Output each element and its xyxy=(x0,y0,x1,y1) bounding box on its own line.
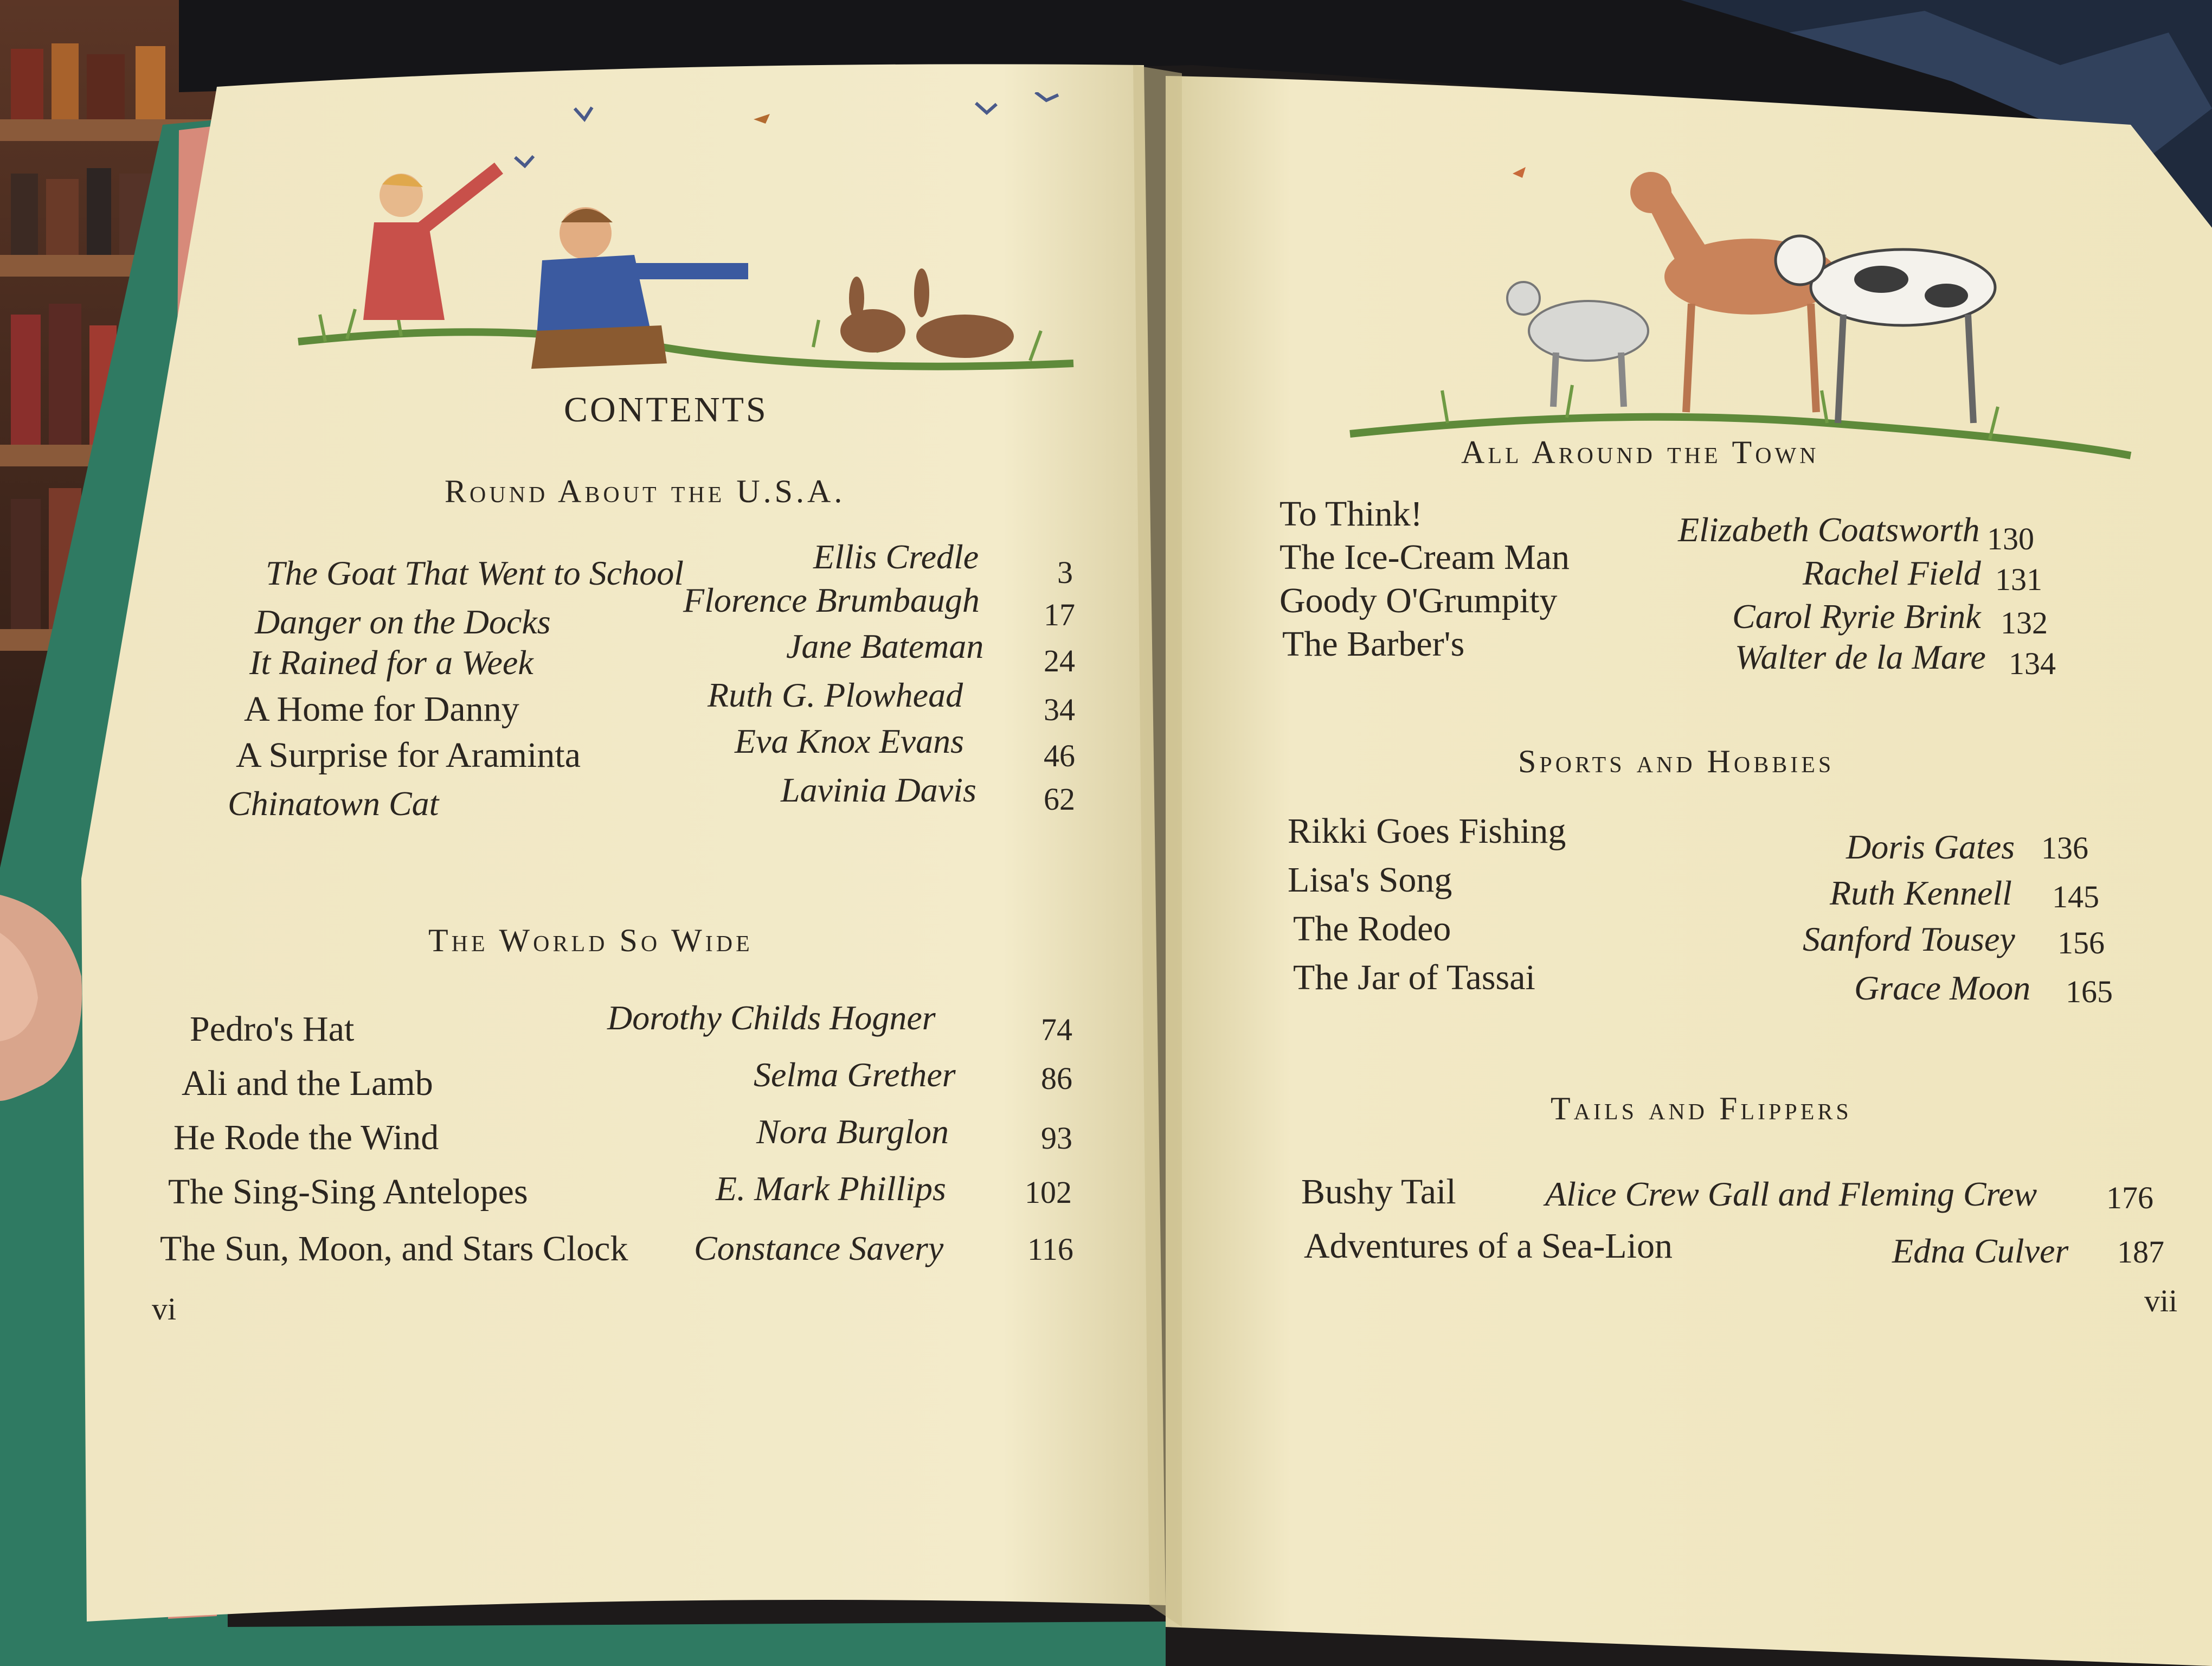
toc-page-number: 34 xyxy=(1044,692,1075,727)
goat-kid xyxy=(1529,301,1648,361)
toc-page-number: 134 xyxy=(2009,646,2056,681)
section-heading: All Around the Town xyxy=(1461,434,1819,470)
toc-author: Walter de la Mare xyxy=(1735,638,1986,676)
toc-page-number: 102 xyxy=(1025,1175,1072,1210)
toc-author: Lavinia Davis xyxy=(781,771,976,809)
toc-title: The Ice-Cream Man xyxy=(1279,537,1570,577)
toc-title: The Sun, Moon, and Stars Clock xyxy=(160,1229,628,1268)
toc-page-number: 156 xyxy=(2057,925,2105,960)
toc-author: Alice Crew Gall and Fleming Crew xyxy=(1545,1175,2037,1213)
toc-author: Nora Burglon xyxy=(756,1112,949,1151)
toc-author: Ellis Credle xyxy=(813,537,979,576)
bird-icon xyxy=(754,114,770,124)
toc-title: Lisa's Song xyxy=(1288,860,1452,900)
toc-author: E. Mark Phillips xyxy=(716,1169,946,1208)
toc-title: Goody O'Grumpity xyxy=(1279,581,1558,620)
toc-page-number: 130 xyxy=(1987,521,2034,556)
toc-author: Selma Grether xyxy=(754,1055,956,1094)
toc-title: Pedro's Hat xyxy=(190,1009,355,1049)
page-folio: vii xyxy=(2144,1283,2178,1318)
section-heading: Tails and Flippers xyxy=(1551,1091,1852,1126)
toc-page-number: 176 xyxy=(2106,1180,2153,1215)
toc-title: A Home for Danny xyxy=(244,689,519,729)
toc-page-number: 145 xyxy=(2052,879,2099,914)
toc-author: Florence Brumbaugh xyxy=(683,581,980,619)
children-rabbits-illustration xyxy=(282,92,1084,385)
toc-page-number: 187 xyxy=(2117,1234,2164,1270)
toc-title: Rikki Goes Fishing xyxy=(1288,811,1566,851)
rabbit xyxy=(916,315,1014,358)
bird-icon xyxy=(976,103,996,113)
toc-page-number: 131 xyxy=(1995,562,2042,597)
rabbit xyxy=(840,309,905,353)
toc-author: Carol Ryrie Brink xyxy=(1732,597,1981,636)
toc-title: The Jar of Tassai xyxy=(1293,958,1535,997)
toc-author: Grace Moon xyxy=(1854,969,2031,1007)
toc-author: Rachel Field xyxy=(1803,554,1981,592)
toc-author: Ruth Kennell xyxy=(1830,874,2012,912)
toc-title: Bushy Tail xyxy=(1301,1172,1456,1212)
toc-author: Sanford Tousey xyxy=(1803,920,2015,958)
bird-icon xyxy=(515,156,533,166)
toc-title: Adventures of a Sea-Lion xyxy=(1304,1226,1673,1266)
bird-icon xyxy=(575,107,592,119)
bird-icon xyxy=(1036,92,1058,100)
toc-page-number: 62 xyxy=(1044,781,1075,817)
section-heading: Sports and Hobbies xyxy=(1518,744,1835,779)
toc-page-number: 136 xyxy=(2041,830,2088,866)
toc-author: Dorothy Childs Hogner xyxy=(607,998,936,1037)
toc-title: A Surprise for Araminta xyxy=(236,735,581,775)
section-heading: Round About the U.S.A. xyxy=(445,473,846,509)
toc-title: He Rode the Wind xyxy=(173,1118,439,1157)
section-heading: The World So Wide xyxy=(428,922,753,958)
girl-dress xyxy=(363,222,445,320)
toc-title: To Think! xyxy=(1279,494,1423,534)
toc-author: Jane Bateman xyxy=(786,627,984,665)
toc-page-number: 165 xyxy=(2066,974,2113,1009)
bird-icon xyxy=(1513,167,1526,178)
toc-page-number: 46 xyxy=(1044,738,1075,773)
toc-title: The Goat That Went to School xyxy=(266,554,684,592)
toc-title: Danger on the Docks xyxy=(255,603,551,641)
toc-title: Chinatown Cat xyxy=(228,784,439,823)
toc-author: Ruth G. Plowhead xyxy=(708,676,963,714)
toc-page-number: 17 xyxy=(1044,597,1075,632)
toc-page-number: 116 xyxy=(1027,1232,1073,1267)
toc-page-number: 3 xyxy=(1057,555,1073,590)
toc-author: Constance Savery xyxy=(694,1229,944,1267)
toc-author: Edna Culver xyxy=(1892,1232,2069,1270)
page-folio: vi xyxy=(152,1291,177,1327)
toc-title: The Sing-Sing Antelopes xyxy=(168,1172,528,1212)
toc-page-number: 132 xyxy=(2001,605,2048,640)
toc-title: Ali and the Lamb xyxy=(182,1063,433,1103)
toc-author: Doris Gates xyxy=(1846,828,2015,866)
toc-page-number: 74 xyxy=(1041,1012,1072,1047)
toc-page-number: 86 xyxy=(1041,1061,1072,1096)
contents-title: CONTENTS xyxy=(564,390,768,430)
toc-title: The Rodeo xyxy=(1293,909,1451,949)
farm-animals-illustration xyxy=(1339,152,2142,477)
toc-title: It Rained for a Week xyxy=(249,643,533,682)
toc-title: The Barber's xyxy=(1282,624,1465,664)
right-page xyxy=(1166,0,2212,1666)
toc-page-number: 93 xyxy=(1041,1120,1072,1156)
toc-page-number: 24 xyxy=(1044,643,1075,678)
toc-author: Eva Knox Evans xyxy=(735,722,964,760)
toc-author: Elizabeth Coatsworth xyxy=(1678,510,1980,549)
